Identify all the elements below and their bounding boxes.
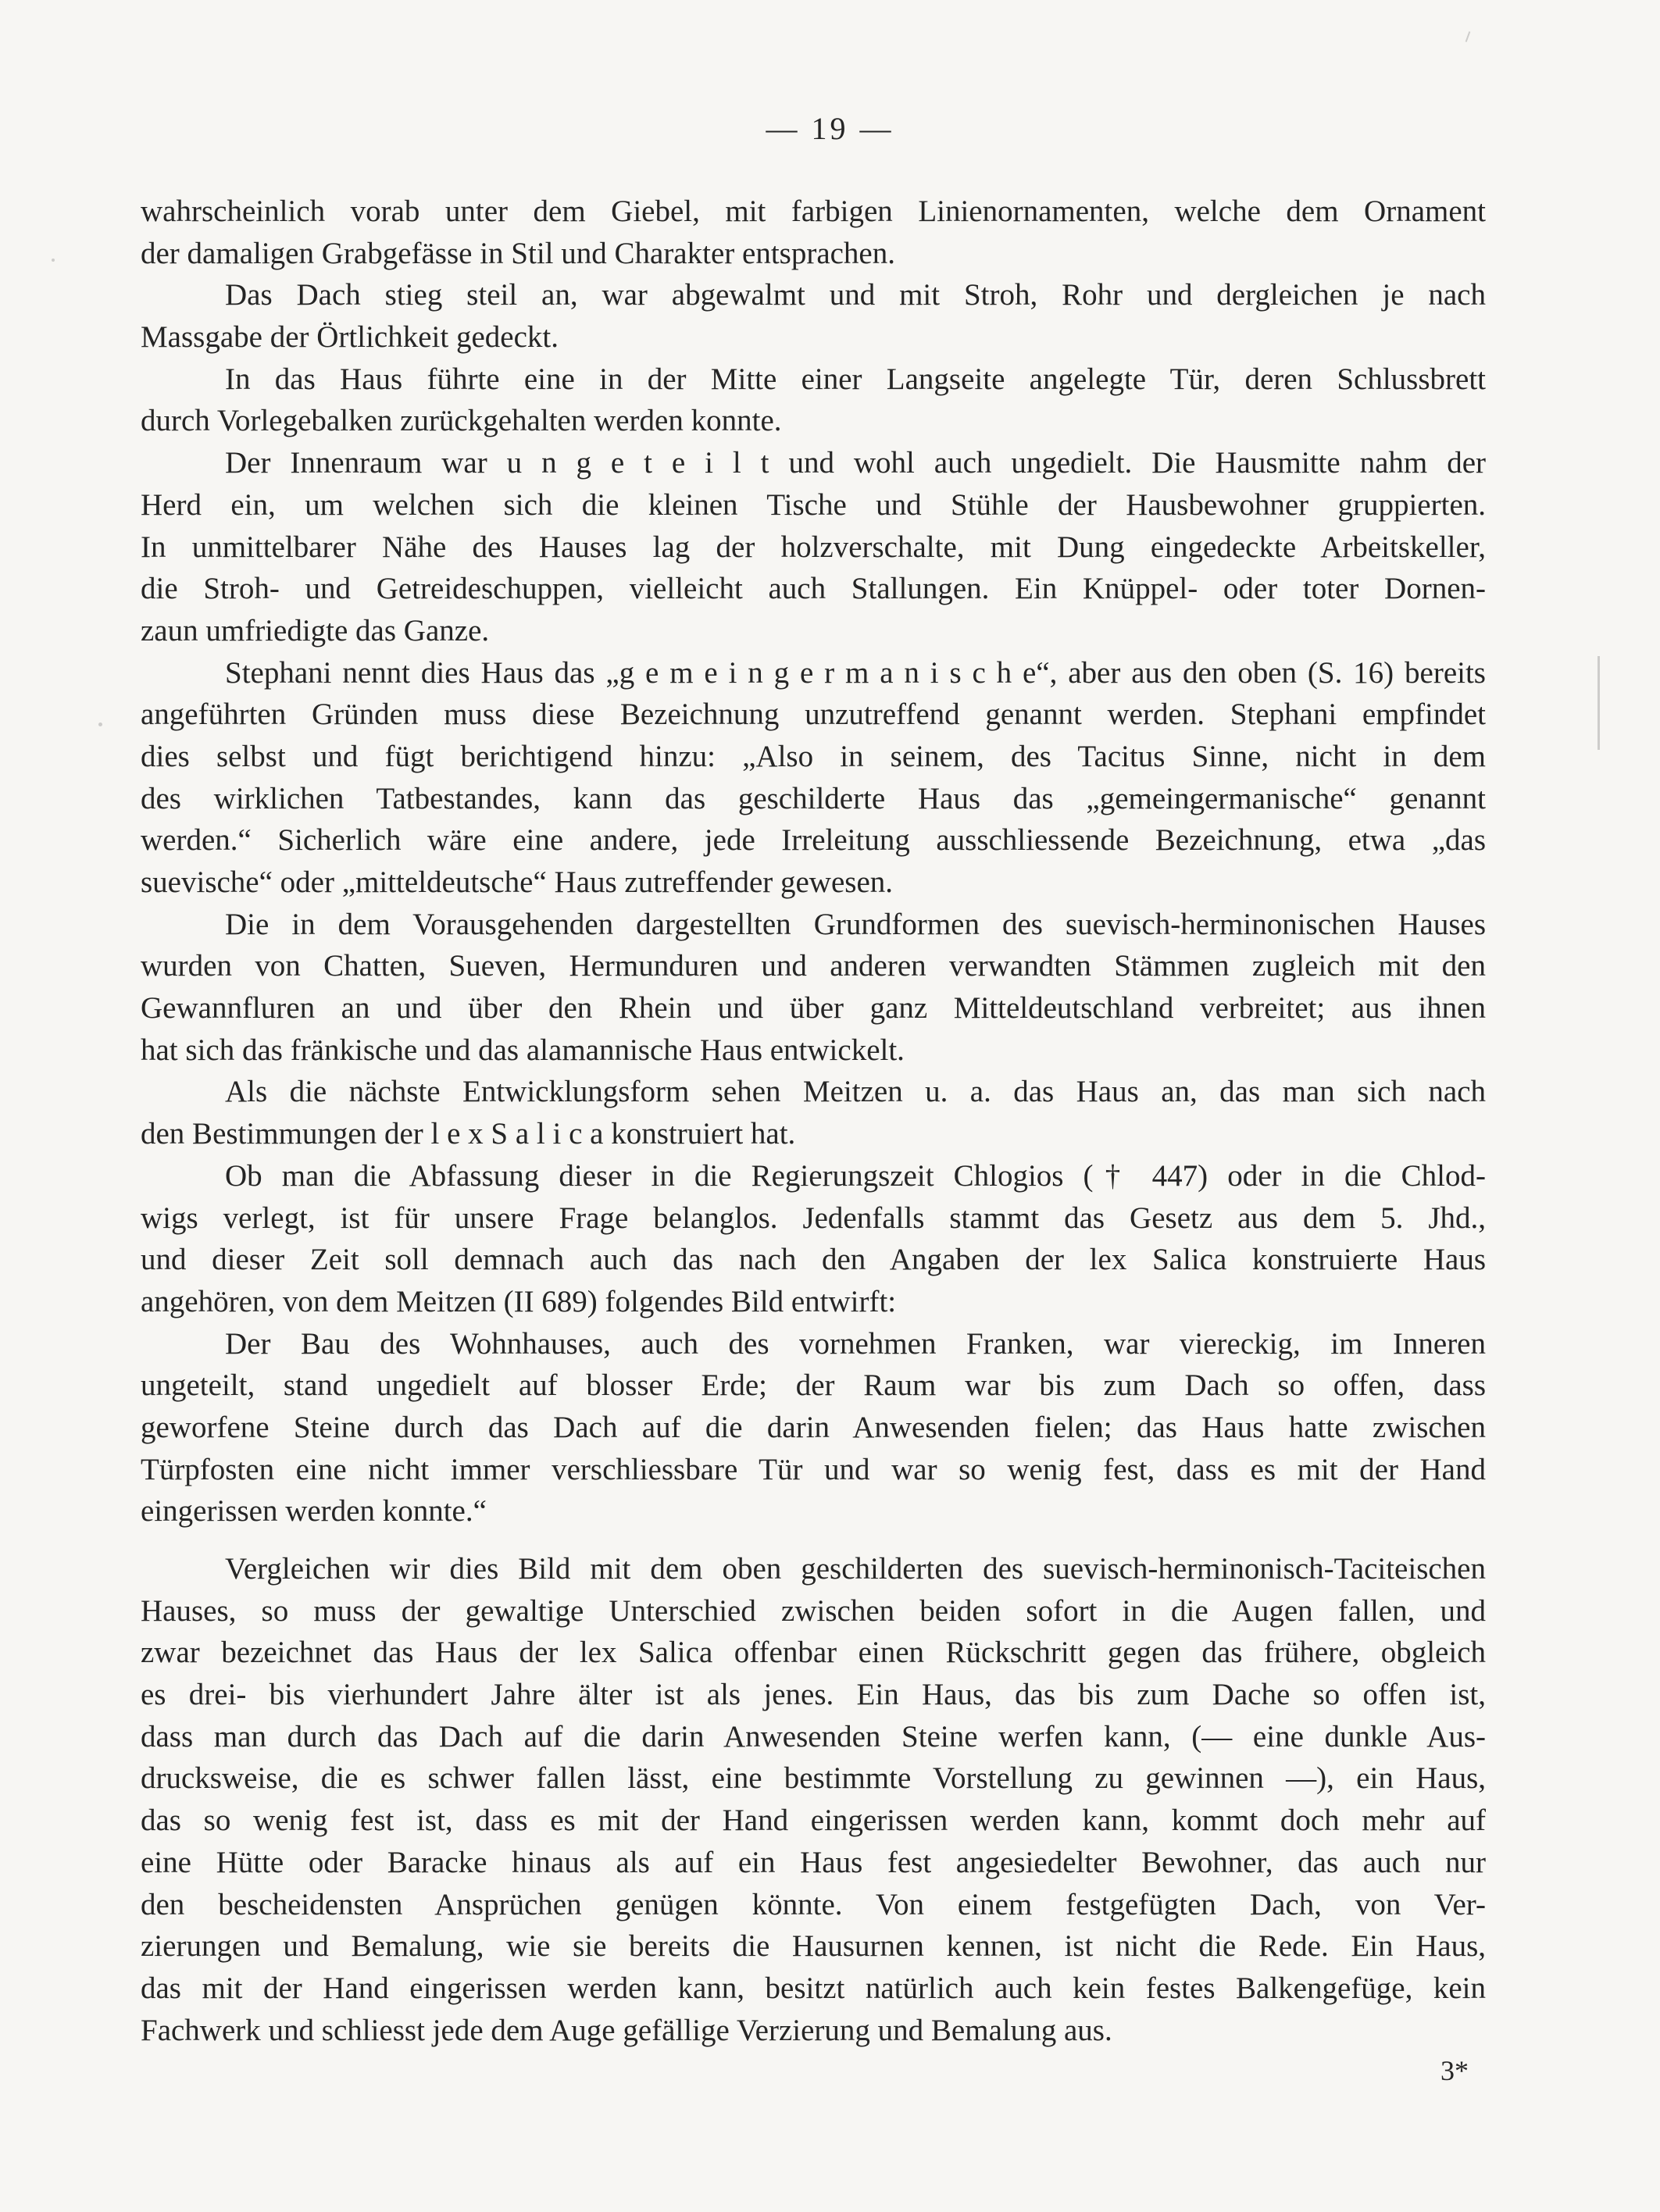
text-line: eine Hütte oder Baracke hinaus als auf ein Haus fest angesiedelter Bewohner, das auch nur (141, 1845, 1486, 1879)
body-text (141, 191, 1486, 2051)
text-line: zwar bezeichnet das Haus der lex Salica offenbar einen Rückschritt gegen das frühere, obgleich (141, 1636, 1486, 1670)
scan-mark (52, 259, 55, 262)
page-number: — 19 — (766, 111, 894, 146)
text-line: den bescheidensten Ansprüchen genügen könnte. Von einem festgefügten Dach, von Ver- (141, 1887, 1486, 1921)
text-line: Herd ein, um welchen sich die kleinen Tische und Stühle der Hausbewohner gruppierten. (141, 487, 1486, 522)
text-line: das so wenig fest ist, dass es mit der Hand eingerissen werden kann, kommt doch mehr auf (141, 1803, 1486, 1838)
text-line: Als die nächste Entwicklungsform sehen Meitzen u. a. das Haus an, das man sich nach (225, 1075, 1486, 1109)
text-line: wahrscheinlich vorab unter dem Giebel, mit farbigen Linienornamenten, welche dem Ornament (141, 194, 1486, 228)
text-line: Fachwerk und schliesst jede dem Auge gefällige Verzierung und Bemalung aus. (141, 2013, 1112, 2047)
text-line: Der Innenraum war u n g e t e i l t und wohl auch ungedielt. Die Hausmitte nahm der (225, 446, 1486, 480)
text-line: Hauses, so muss der gewaltige Unterschied zwischen beiden sofort in die Augen fallen, und (141, 1593, 1486, 1628)
text-line: der damaligen Grabgefässe in Stil und Charakter entsprachen. (141, 236, 895, 270)
text-line: drucksweise, die es schwer fallen lässt, eine bestimmte Vorstellung zu gewinnen —), ein Haus, (141, 1761, 1486, 1796)
sheet-signature: 3* (1440, 2055, 1469, 2086)
text-line: dies selbst und fügt berichtigend hinzu: „Also in seinem, des Tacitus Sinne, nicht in dem (141, 739, 1486, 773)
text-line: Ob man die Abfassung dieser in die Regierungszeit Chlogios († 447) oder in die Chlod- (225, 1158, 1486, 1193)
text-line: durch Vorlegebalken zurückgehalten werden konnte. (141, 404, 782, 438)
text-line: den Bestimmungen der l e x S a l i c a konstruiert hat. (141, 1117, 796, 1151)
text-line: es drei- bis vierhundert Jahre älter ist als jenes. Ein Haus, das bis zum Dache so offen ist, (141, 1678, 1486, 1712)
text-line: In das Haus führte eine in der Mitte einer Langseite angelegte Tür, deren Schlussbrett (225, 362, 1486, 396)
text-line: die Stroh- und Getreideschuppen, vielleicht auch Stallungen. Ein Knüppel- oder toter Dornen- (141, 572, 1486, 606)
text-line: Vergleichen wir dies Bild mit dem oben geschilderten des suevisch-herminonisch-Taciteischen (225, 1552, 1486, 1586)
text-line: geworfene Steine durch das Dach auf die darin Anwesenden fielen; das Haus hatte zwischen (141, 1410, 1486, 1444)
text-line: dass man durch das Dach auf die darin Anwesenden Steine werfen kann, (— eine dunkle Aus- (141, 1719, 1486, 1754)
text-line: zierungen und Bemalung, wie sie bereits die Hausurnen kennen, ist nicht die Rede. Ein Haus, (141, 1929, 1486, 1964)
text-line: Massgabe der Örtlichkeit gedeckt. (141, 320, 559, 355)
text-line: Gewannfluren an und über den Rhein und über ganz Mitteldeutschland verbreitet; aus ihnen (141, 991, 1486, 1026)
text-line: angehören, von dem Meitzen (II 689) folgendes Bild entwirft: (141, 1284, 897, 1318)
text-line: suevische“ oder „mitteldeutsche“ Haus zutreffender gewesen. (141, 865, 894, 899)
text-line: das mit der Hand eingerissen werden kann, besitzt natürlich auch kein festes Balkengefüge, kein (141, 1971, 1486, 2005)
paragraph-gap (141, 1532, 1486, 1548)
scan-mark (1598, 656, 1600, 750)
text-line: zaun umfriedigte das Ganze. (141, 613, 490, 648)
text-line: Der Bau des Wohnhauses, auch des vornehmen Franken, war viereckig, im Inneren (225, 1326, 1486, 1361)
text-line: Die in dem Vorausgehenden dargestellten Grundformen des suevisch-herminonischen Hauses (225, 907, 1486, 941)
text-line: angeführten Gründen muss diese Bezeichnung unzutreffend genannt werden. Stephani empfindet (141, 697, 1486, 732)
text-line: Türpfosten eine nicht immer verschliessbare Tür und war so wenig fest, dass es mit der Hand (141, 1452, 1486, 1486)
text-line: In unmittelbarer Nähe des Hauses lag der holzverschalte, mit Dung eingedeckte Arbeitskeller, (141, 530, 1486, 564)
scan-mark (98, 722, 102, 726)
text-line: wigs verlegt, ist für unsere Frage belanglos. Jedenfalls stammt das Gesetz aus dem 5. Jhd., (141, 1201, 1486, 1235)
text-line: des wirklichen Tatbestandes, kann das geschilderte Haus das „gemeingermanische“ genannt (141, 781, 1486, 815)
text-line: eingerissen werden konnte.“ (141, 1494, 487, 1529)
text-line: Stephani nennt dies Haus das „g e m e i n g e r m a n i s c h e“, aber aus den oben (S. 16) bereits (225, 655, 1486, 690)
text-line: und dieser Zeit soll demnach auch das nach den Angaben der lex Salica konstruierte Haus (141, 1243, 1486, 1277)
text-line: hat sich das fränkische und das alamannische Haus entwickelt. (141, 1033, 905, 1067)
text-line: werden.“ Sicherlich wäre eine andere, jede Irreleitung ausschliessende Bezeichnung, etwa „das (141, 823, 1486, 858)
text-line: ungeteilt, stand ungedielt auf blosser Erde; der Raum war bis zum Dach so offen, dass (141, 1368, 1486, 1403)
text-line: Das Dach stieg steil an, war abgewalmt und mit Stroh, Rohr und dergleichen je nach (225, 278, 1486, 312)
scan-mark (1465, 31, 1471, 42)
text-line: wurden von Chatten, Sueven, Hermunduren und anderen verwandten Stämmen zugleich mit den (141, 949, 1486, 983)
